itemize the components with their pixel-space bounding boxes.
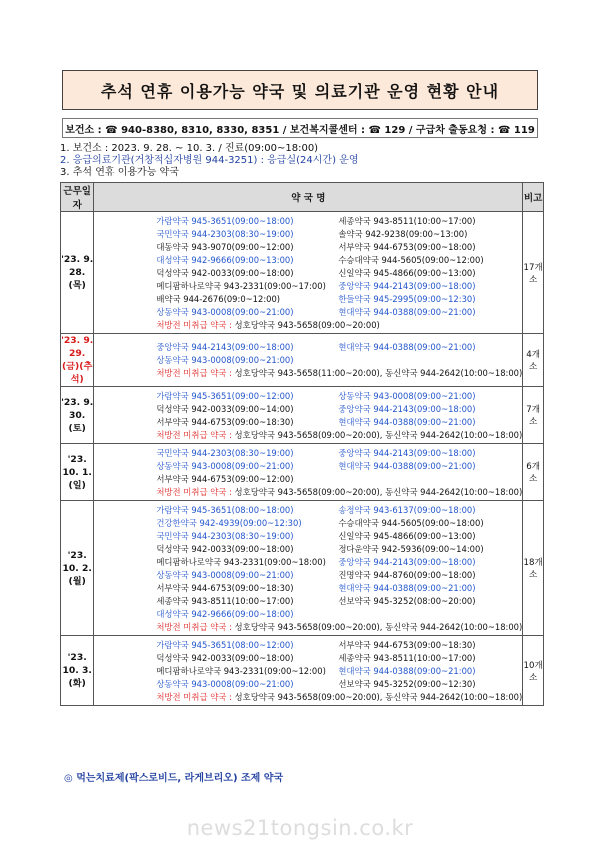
pharmacy-entry: 서부약국 944-6753(09:00~18:30)	[156, 582, 294, 593]
pharmacy-list	[94, 334, 523, 387]
pharmacy-entry: 현대약국 944-0388(09:00~21:00)	[338, 582, 476, 593]
pharmacy-row	[156, 341, 522, 354]
pharmacy-entry: 상동약국 943-0008(09:00~21:00)	[156, 355, 294, 365]
pharmacy-row	[156, 240, 522, 253]
pharmacy-entry: 중앙약국 944-2143(09:00~18:00)	[338, 403, 476, 414]
contact-info: 보건소 : ☎ 940-8380, 8310, 8330, 8351 / 보건복지콜센터 : ☎ 129 / 구급차 출동요청 : ☎ 119	[62, 118, 538, 138]
pharmacy-row	[156, 594, 522, 607]
pharmacy-entry: 메디팜하나로약국 943-2331(09:00~12:00)	[156, 665, 326, 676]
pharmacy-row	[156, 354, 522, 367]
header-date: 근무일자	[61, 183, 94, 212]
pharmacy-entry: 정다운약국 942-5936(09:00~14:00)	[338, 543, 484, 554]
pharmacy-entry: 중앙약국 944-2143(09:00~18:00)	[338, 447, 476, 458]
pharmacy-list	[94, 444, 523, 501]
pharmacy-entry: 수승대약국 944-5605(09:00~12:00)	[338, 254, 484, 265]
work-date-line2: (월)	[68, 575, 86, 587]
work-date	[61, 387, 94, 444]
pharmacy-row	[156, 555, 522, 568]
pharmacy-entry: 선보약국 945-3252(08:00~20:00)	[338, 595, 476, 606]
pharmacy-entry: 상동약국 943-0008(09:00~21:00)	[338, 390, 476, 401]
pharmacy-entry: 가람약국 945-3651(09:00~12:00)	[156, 390, 294, 401]
pharmacy-count: 17개소	[523, 212, 544, 334]
pharmacy-row	[156, 446, 522, 459]
pharmacy-entry: 세종약국 943-8511(10:00~17:00)	[338, 215, 476, 226]
pharmacy-row	[156, 638, 522, 651]
work-date-line1: '23. 10. 1.	[62, 453, 92, 478]
no-prescription-label: 처방전 미취급 약국 :	[156, 429, 232, 440]
no-prescription-pharmacies: 성호당약국 943-5658(09:00~20:00)	[234, 319, 380, 330]
no-prescription-label: 처방전 미취급 약국 :	[156, 691, 232, 702]
pharmacy-list	[94, 387, 523, 444]
pharmacy-count: 18개소	[523, 501, 544, 636]
no-prescription-row	[156, 367, 522, 380]
pharmacy-row	[156, 459, 522, 472]
work-date-line1: '23. 9. 28.	[61, 254, 94, 278]
table-row	[61, 334, 544, 387]
footer-note: ◎ 먹는치료제(팍스로비드, 라게브리오) 조제 약국	[64, 773, 284, 784]
pharmacy-row	[156, 402, 522, 415]
pharmacy-row	[156, 266, 522, 279]
pharmacy-row	[156, 529, 522, 542]
pharmacy-row	[156, 472, 522, 485]
work-date-line2: (화)	[68, 678, 86, 689]
pharmacy-entry: 국민약국 944-2303(08:30~19:00)	[156, 447, 294, 458]
pharmacy-row	[156, 542, 522, 555]
pharmacy-entry: 세종약국 943-8511(10:00~17:00)	[338, 652, 476, 663]
pharmacy-entry: 건강한약국 942-4939(09:00~12:30)	[156, 517, 302, 528]
no-prescription-pharmacies: 성호당약국 943-5658(09:00~20:00), 동신약국 944-2642(10:00~18:00)	[234, 486, 523, 497]
pharmacy-entry: 덕성약국 942-0033(09:00~18:00)	[156, 543, 294, 554]
pharmacy-count: 7개소	[523, 387, 544, 444]
work-date-line1: '23. 9. 30.	[61, 396, 94, 421]
pharmacy-entry: 현대약국 944-0388(09:00~21:00)	[338, 416, 476, 427]
work-date	[61, 636, 94, 706]
no-prescription-label: 처방전 미취급 약국 :	[156, 621, 232, 632]
no-prescription-pharmacies: 성호당약국 943-5658(09:00~20:00), 동신약국 944-2642(10:00~18:00)	[234, 691, 523, 702]
table-row	[61, 387, 544, 444]
no-prescription-row	[156, 318, 522, 331]
pharmacy-entry: 한들약국 945-2995(09:00~12:30)	[338, 293, 476, 304]
pharmacy-row	[156, 389, 522, 402]
pharmacy-entry: 진명약국 944-8760(09:00~18:00)	[338, 569, 476, 580]
pharmacy-row	[156, 607, 522, 620]
pharmacy-table	[60, 182, 544, 706]
header-pharmacy: 약 국 명	[94, 183, 523, 212]
pharmacy-entry: 서부약국 944-6753(09:00~18:30)	[156, 416, 294, 427]
pharmacy-entry: 메디팜하나로약국 943-2331(09:00~18:00)	[156, 556, 326, 567]
no-prescription-row	[156, 485, 522, 498]
pharmacy-row	[156, 581, 522, 594]
pharmacy-entry: 현대약국 944-0388(09:00~21:00)	[338, 665, 476, 676]
pharmacy-list	[94, 501, 523, 636]
pharmacy-row	[156, 305, 522, 318]
pharmacy-count: 6개소	[523, 444, 544, 501]
pharmacy-entry: 중앙약국 944-2143(09:00~18:00)	[156, 342, 294, 352]
no-prescription-pharmacies: 성호당약국 943-5658(11:00~20:00), 동신약국 944-2642(10:00~18:00)	[234, 368, 523, 378]
pharmacy-list	[94, 636, 523, 706]
pharmacy-entry: 서부약국 944-6753(09:00~12:00)	[156, 473, 294, 484]
pharmacy-row	[156, 503, 522, 516]
work-date-line2: (토)	[68, 422, 86, 434]
pharmacy-entry: 대성약국 942-9666(09:00~13:00)	[156, 254, 294, 265]
pharmacy-entry: 신일약국 945-4866(09:00~13:00)	[338, 267, 476, 278]
work-date	[61, 212, 94, 334]
pharmacy-entry: 현대약국 944-0388(09:00~21:00)	[338, 306, 476, 317]
pharmacy-entry: 서부약국 944-6753(09:00~18:00)	[338, 241, 476, 252]
pharmacy-count: 4개소	[523, 334, 544, 387]
pharmacy-entry: 배약국 944-2676(09:0~12:00)	[156, 293, 281, 304]
pharmacy-row	[156, 214, 522, 227]
pharmacy-entry: 가람약국 945-3651(09:00~18:00)	[156, 215, 294, 226]
pharmacy-entry: 대성약국 942-9666(09:00~18:00)	[156, 608, 294, 619]
table-row	[61, 636, 544, 706]
note-3: 3. 추석 연휴 이용가능 약국	[60, 167, 179, 178]
pharmacy-entry: 메디팜하나로약국 943-2331(09:00~17:00)	[156, 280, 326, 291]
no-prescription-pharmacies: 성호당약국 943-5658(09:00~20:00), 동신약국 944-2642(10:00~18:00)	[234, 429, 523, 440]
no-prescription-label: 처방전 미취급 약국 :	[156, 368, 232, 378]
pharmacy-row	[156, 292, 522, 305]
pharmacy-entry: 가람약국 945-3651(08:00~18:00)	[156, 504, 294, 515]
pharmacy-entry: 솔약국 942-9238(09:00~13:00)	[338, 228, 468, 239]
pharmacy-entry: 송정약국 943-6137(09:00~18:00)	[338, 504, 476, 515]
pharmacy-entry: 덕성약국 942-0033(09:00~18:00)	[156, 267, 294, 278]
note-1: 1. 보건소 : 2023. 9. 28. ~ 10. 3. / 진료(09:00~18:00)	[60, 143, 319, 154]
pharmacy-row	[156, 227, 522, 240]
pharmacy-row	[156, 279, 522, 292]
table-row	[61, 212, 544, 334]
pharmacy-entry: 상동약국 943-0008(09:00~21:00)	[156, 569, 294, 580]
no-prescription-pharmacies: 성호당약국 943-5658(09:00~20:00), 동신약국 944-2642(10:00~18:00)	[234, 621, 523, 632]
work-date-line2: (목)	[68, 280, 86, 291]
work-date	[61, 334, 94, 387]
pharmacy-entry: 덕성약국 942-0033(09:00~18:00)	[156, 652, 294, 663]
pharmacy-entry: 신일약국 945-4866(09:00~13:00)	[338, 530, 476, 541]
work-date-line1: '23. 9. 29.	[61, 335, 94, 359]
pharmacy-entry: 중앙약국 944-2143(09:00~18:00)	[338, 280, 476, 291]
pharmacy-entry: 상동약국 943-0008(09:00~21:00)	[156, 460, 294, 471]
pharmacy-entry: 중앙약국 944-2143(09:00~18:00)	[338, 556, 476, 567]
note-2: 2. 응급의료기관(거창적십자병원 944-3251) : 응급실(24시간) 운영	[60, 155, 359, 166]
pharmacy-row	[156, 568, 522, 581]
pharmacy-count: 10개소	[523, 636, 544, 706]
pharmacy-entry: 세종약국 943-8511(10:00~17:00)	[156, 595, 294, 606]
page-title: 추석 연휴 이용가능 약국 및 의료기관 운영 현황 안내	[62, 70, 538, 110]
pharmacy-list	[94, 212, 523, 334]
pharmacy-row	[156, 664, 522, 677]
table-row	[61, 501, 544, 636]
pharmacy-entry: 선보약국 945-3252(09:00~12:30)	[338, 678, 476, 689]
pharmacy-entry: 덕성약국 942-0033(09:00~14:00)	[156, 403, 294, 414]
pharmacy-entry: 현대약국 944-0388(09:00~21:00)	[338, 342, 476, 352]
work-date	[61, 501, 94, 636]
pharmacy-entry: 상동약국 943-0008(09:00~21:00)	[156, 306, 294, 317]
pharmacy-entry: 국민약국 944-2303(08:30~19:00)	[156, 530, 294, 541]
no-prescription-row	[156, 690, 522, 703]
no-prescription-label: 처방전 미취급 약국 :	[156, 486, 232, 497]
work-date-line2: (금)(추석)	[61, 361, 93, 385]
notes-list	[60, 143, 358, 179]
pharmacy-row	[156, 516, 522, 529]
table-header-row	[61, 183, 544, 212]
pharmacy-row	[156, 415, 522, 428]
pharmacy-row	[156, 651, 522, 664]
pharmacy-entry: 대동약국 943-9070(09:00~12:00)	[156, 241, 294, 252]
pharmacy-entry: 상동약국 943-0008(09:00~21:00)	[156, 678, 294, 689]
work-date-line2: (일)	[68, 479, 86, 491]
pharmacy-entry: 가람약국 945-3651(08:00~12:00)	[156, 639, 294, 650]
no-prescription-label: 처방전 미취급 약국 :	[156, 319, 232, 330]
pharmacy-row	[156, 253, 522, 266]
table-row	[61, 444, 544, 501]
watermark: news21tongsin.co.kr	[186, 816, 414, 840]
pharmacy-entry: 국민약국 944-2303(08:30~19:00)	[156, 228, 294, 239]
work-date-line1: '23. 10. 2.	[62, 549, 92, 574]
no-prescription-row	[156, 620, 522, 633]
work-date	[61, 444, 94, 501]
pharmacy-entry: 서부약국 944-6753(09:00~18:30)	[338, 639, 476, 650]
pharmacy-entry: 현대약국 944-0388(09:00~21:00)	[338, 460, 476, 471]
work-date-line1: '23. 10. 3.	[62, 652, 92, 676]
pharmacy-entry: 수승대약국 944-5605(09:00~18:00)	[338, 517, 484, 528]
header-note: 비고	[523, 183, 544, 212]
pharmacy-row	[156, 677, 522, 690]
no-prescription-row	[156, 428, 522, 441]
